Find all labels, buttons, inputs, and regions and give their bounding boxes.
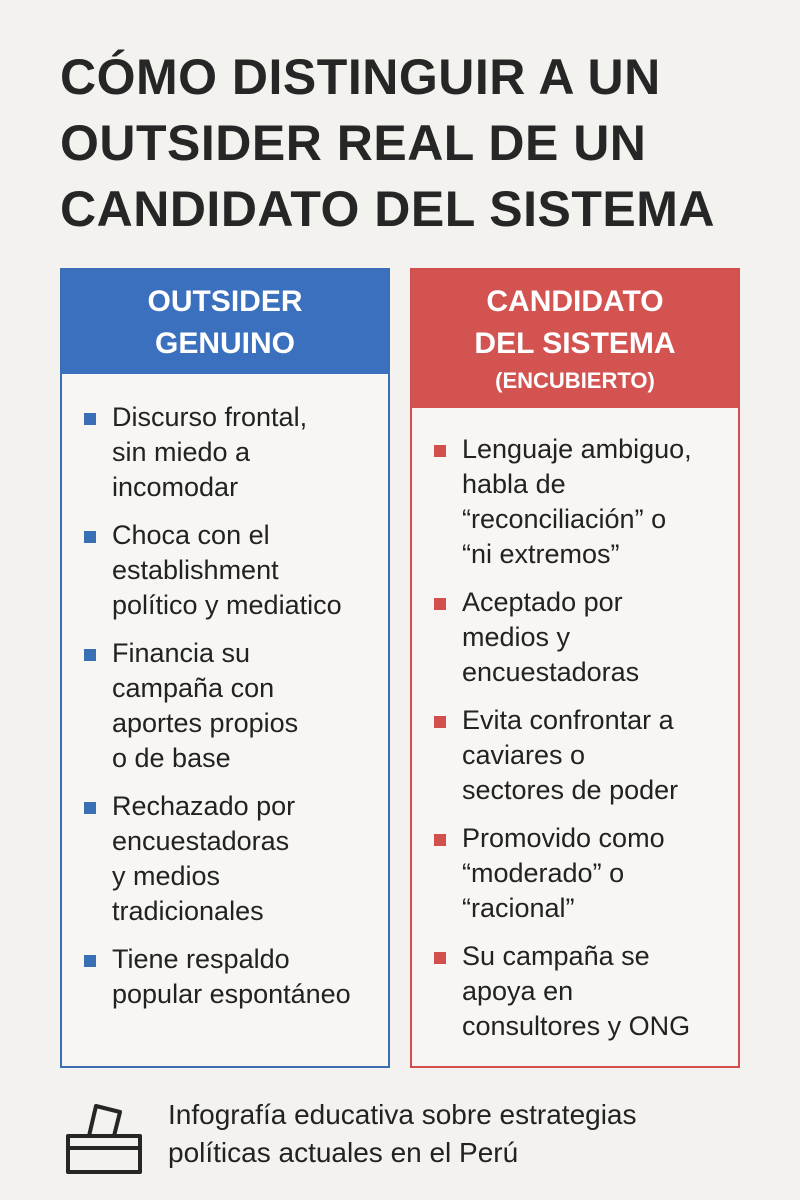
sistema-header (412, 270, 738, 408)
list-item-line: encuestadoras (112, 826, 290, 856)
list-item-line: encuestadoras (462, 657, 640, 687)
list-item-line: apoya en (462, 976, 574, 1006)
square-bullet-icon (84, 531, 96, 543)
list-item-line: habla de (462, 469, 566, 499)
page-title (60, 44, 760, 242)
list-item-line: campaña con (112, 673, 275, 703)
footer (60, 1090, 760, 1180)
list-item-line: incomodar (112, 472, 239, 502)
square-bullet-icon (434, 445, 446, 457)
list-item (432, 821, 728, 926)
list-item-line: Su campaña se (462, 941, 650, 971)
list-item (432, 585, 728, 690)
outsider-header-line: OUTSIDER (147, 285, 303, 318)
sistema-list (412, 408, 738, 1044)
title-line: CÓMO DISTINGUIR A UN (60, 49, 661, 105)
list-item-line: Rechazado por (112, 791, 296, 821)
ballot-box-icon (64, 1098, 144, 1178)
list-item-line: político y mediatico (112, 590, 342, 620)
sistema-header-subtitle: (ENCUBIERTO) (495, 368, 655, 393)
list-item-line: “moderado” o (462, 858, 625, 888)
list-item-line: “racional” (462, 893, 575, 923)
footer-line: Infografía educativa sobre estrategias (168, 1099, 637, 1130)
list-item (82, 636, 378, 776)
outsider-column (60, 268, 390, 1068)
footer-caption (168, 1096, 637, 1172)
list-item-line: popular espontáneo (112, 979, 351, 1009)
list-item-line: sectores de poder (462, 775, 679, 805)
list-item (432, 432, 728, 572)
list-item (82, 518, 378, 623)
list-item-line: Tiene respaldo (112, 944, 290, 974)
list-item-line: sin miedo a (112, 437, 251, 467)
square-bullet-icon (84, 802, 96, 814)
list-item-line: tradicionales (112, 896, 264, 926)
list-item-line: establishment (112, 555, 279, 585)
title-line: OUTSIDER REAL DE UN (60, 115, 647, 171)
list-item-line: “reconciliación” o (462, 504, 667, 534)
list-item-line: Financia su (112, 638, 251, 668)
square-bullet-icon (84, 955, 96, 967)
title-line: CANDIDATO DEL SISTEMA (60, 181, 715, 237)
list-item-line: aportes propios (112, 708, 299, 738)
outsider-header-line: GENUINO (154, 327, 295, 360)
footer-line: políticas actuales en el Perú (168, 1137, 519, 1168)
outsider-header (62, 270, 388, 374)
square-bullet-icon (434, 716, 446, 728)
list-item-line: Discurso frontal, (112, 402, 308, 432)
list-item-line: Choca con el (112, 520, 270, 550)
sistema-header-line: CANDIDATO (486, 285, 664, 318)
list-item-line: “ni extremos” (462, 539, 620, 569)
list-item-line: Promovido como (462, 823, 665, 853)
list-item-line: Aceptado por (462, 587, 623, 617)
list-item (82, 789, 378, 929)
list-item-line: Evita confrontar a (462, 705, 674, 735)
list-item (82, 942, 378, 1012)
square-bullet-icon (84, 649, 96, 661)
list-item (432, 703, 728, 808)
square-bullet-icon (84, 413, 96, 425)
sistema-column (410, 268, 740, 1068)
list-item (82, 400, 378, 505)
square-bullet-icon (434, 952, 446, 964)
list-item-line: medios y (462, 622, 571, 652)
square-bullet-icon (434, 598, 446, 610)
list-item-line: consultores y ONG (462, 1011, 691, 1041)
list-item (432, 939, 728, 1044)
outsider-list (62, 374, 388, 1012)
sistema-header-line: DEL SISTEMA (474, 327, 676, 360)
list-item-line: y medios (112, 861, 221, 891)
square-bullet-icon (434, 834, 446, 846)
list-item-line: o de base (112, 743, 231, 773)
list-item-line: caviares o (462, 740, 586, 770)
list-item-line: Lenguaje ambiguo, (462, 434, 692, 464)
